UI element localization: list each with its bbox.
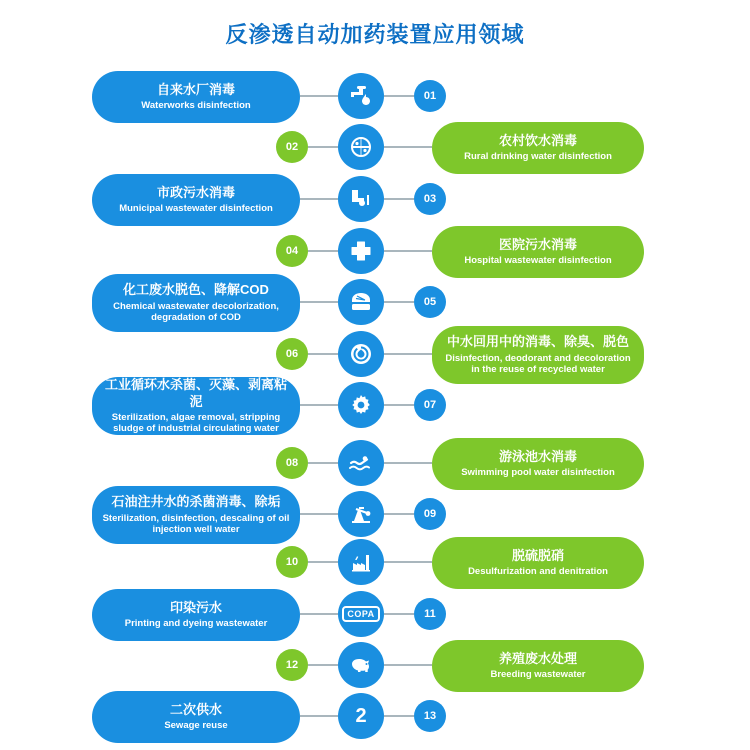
faucet-water-icon (338, 73, 384, 119)
step-number-badge: 05 (414, 286, 446, 318)
diagram-row (0, 589, 750, 641)
diagram-row (0, 277, 750, 329)
step-number-badge: 12 (276, 649, 308, 681)
category-pill[interactable] (432, 226, 644, 278)
step-number-badge: 03 (414, 183, 446, 215)
pig-livestock-icon (338, 642, 384, 688)
category-pill[interactable] (432, 438, 644, 490)
medical-cross-icon (338, 228, 384, 274)
connector-line (300, 715, 338, 717)
step-number-badge: 11 (414, 598, 446, 630)
category-pill[interactable] (92, 691, 300, 743)
connector-line (300, 95, 338, 97)
step-number-badge: 04 (276, 235, 308, 267)
connector-line (384, 513, 414, 515)
connector-line (384, 198, 414, 200)
gear-icon (338, 382, 384, 428)
step-number-badge: 10 (276, 546, 308, 578)
connector-line (300, 613, 338, 615)
number-two-icon (338, 693, 384, 739)
step-number-badge: 13 (414, 700, 446, 732)
category-label-en: Sewage reuse (164, 720, 228, 732)
category-label-cn: 石油注井水的杀菌消毒、除垢 (111, 494, 281, 510)
category-label-en: Waterworks disinfection (141, 100, 251, 112)
category-label-cn: 市政污水消毒 (156, 185, 235, 201)
category-label-cn: 医院污水消毒 (498, 237, 577, 253)
diagram-row (0, 329, 750, 381)
connector-line (384, 561, 432, 563)
category-label-cn: 印染污水 (169, 600, 222, 616)
category-label-cn: 化工废水脱色、降解COD (123, 282, 269, 298)
connector-line (300, 198, 338, 200)
village-well-icon (338, 124, 384, 170)
recycle-water-icon (338, 331, 384, 377)
connector-line (300, 513, 338, 515)
step-number-badge: 01 (414, 80, 446, 112)
connector-line (308, 146, 338, 148)
number-two-text: 2 (355, 704, 367, 727)
category-label-en: Sterilization, algae removal, stripping sludge of industrial circulating water (111, 411, 281, 435)
connector-line (300, 301, 338, 303)
category-pill[interactable] (92, 486, 300, 544)
step-number-badge: 08 (276, 447, 308, 479)
connector-line (384, 613, 414, 615)
step-number-badge: 09 (414, 498, 446, 530)
category-label-cn: 农村饮水消毒 (498, 133, 577, 149)
category-label-cn: 脱硫脱硝 (511, 548, 564, 564)
category-label-cn: 游泳池水消毒 (498, 449, 577, 465)
connector-line (308, 353, 338, 355)
category-label-en: Printing and dyeing wastewater (124, 618, 268, 630)
connector-line (384, 301, 414, 303)
copa-label-text: COPA (342, 606, 379, 622)
connector-line (308, 561, 338, 563)
connector-line (384, 462, 432, 464)
category-pill[interactable] (432, 122, 644, 174)
diagram-row (0, 438, 750, 490)
category-label-cn: 自来水厂消毒 (156, 82, 235, 98)
category-label-cn: 养殖废水处理 (498, 651, 577, 667)
diagram-row (0, 489, 750, 541)
connector-line (384, 404, 414, 406)
category-label-en: Disinfection, deodorant and decoloration in the reuse of recycled water (445, 352, 631, 376)
category-pill[interactable] (92, 377, 300, 435)
category-label-en: Swimming pool water disinfection (461, 467, 615, 479)
connector-line (308, 250, 338, 252)
diagram-row (0, 640, 750, 692)
category-pill[interactable] (92, 71, 300, 123)
category-label-en: Rural drinking water disinfection (464, 151, 612, 163)
category-label-en: Breeding wastewater (490, 669, 586, 681)
chemical-tank-icon (338, 279, 384, 325)
connector-line (384, 715, 414, 717)
category-label-en: Chemical wastewater decolorization, degradation of COD (113, 300, 279, 324)
category-label-cn: 工业循环水杀菌、灭藻、剥离粘泥 (104, 377, 287, 409)
diagram-row (0, 122, 750, 174)
category-pill[interactable] (432, 640, 644, 692)
copa-label-icon (338, 591, 384, 637)
diagram-row (0, 174, 750, 226)
connector-line (384, 146, 432, 148)
factory-chimney-icon (338, 539, 384, 585)
category-label-en: Desulfurization and denitration (468, 566, 608, 578)
connector-line (384, 353, 432, 355)
diagram-row (0, 537, 750, 589)
category-pill[interactable] (92, 174, 300, 226)
category-label-en: Hospital wastewater disinfection (464, 255, 612, 267)
step-number-badge: 06 (276, 338, 308, 370)
category-label-en: Sterilization, disinfection, descaling of oil injection well water (102, 512, 290, 536)
diagram-row (0, 691, 750, 743)
page-title: 反渗透自动加药装置应用领域 (225, 22, 525, 47)
step-number-badge: 07 (414, 389, 446, 421)
category-pill[interactable] (432, 537, 644, 589)
pipe-outflow-icon (338, 176, 384, 222)
oil-pumpjack-icon (338, 491, 384, 537)
connector-line (300, 404, 338, 406)
category-pill[interactable] (92, 589, 300, 641)
diagram-row (0, 226, 750, 278)
category-label-cn: 二次供水 (169, 702, 222, 718)
category-pill[interactable] (92, 274, 300, 332)
swimmer-icon (338, 440, 384, 486)
category-label-en: Municipal wastewater disinfection (119, 203, 273, 215)
diagram-row (0, 377, 750, 435)
connector-line (308, 462, 338, 464)
category-pill[interactable] (432, 326, 644, 384)
step-number-badge: 02 (276, 131, 308, 163)
connector-line (384, 95, 414, 97)
category-label-cn: 中水回用中的消毒、除臭、脱色 (446, 334, 629, 350)
diagram-row (0, 71, 750, 123)
connector-line (384, 664, 432, 666)
connector-line (384, 250, 432, 252)
connector-line (308, 664, 338, 666)
